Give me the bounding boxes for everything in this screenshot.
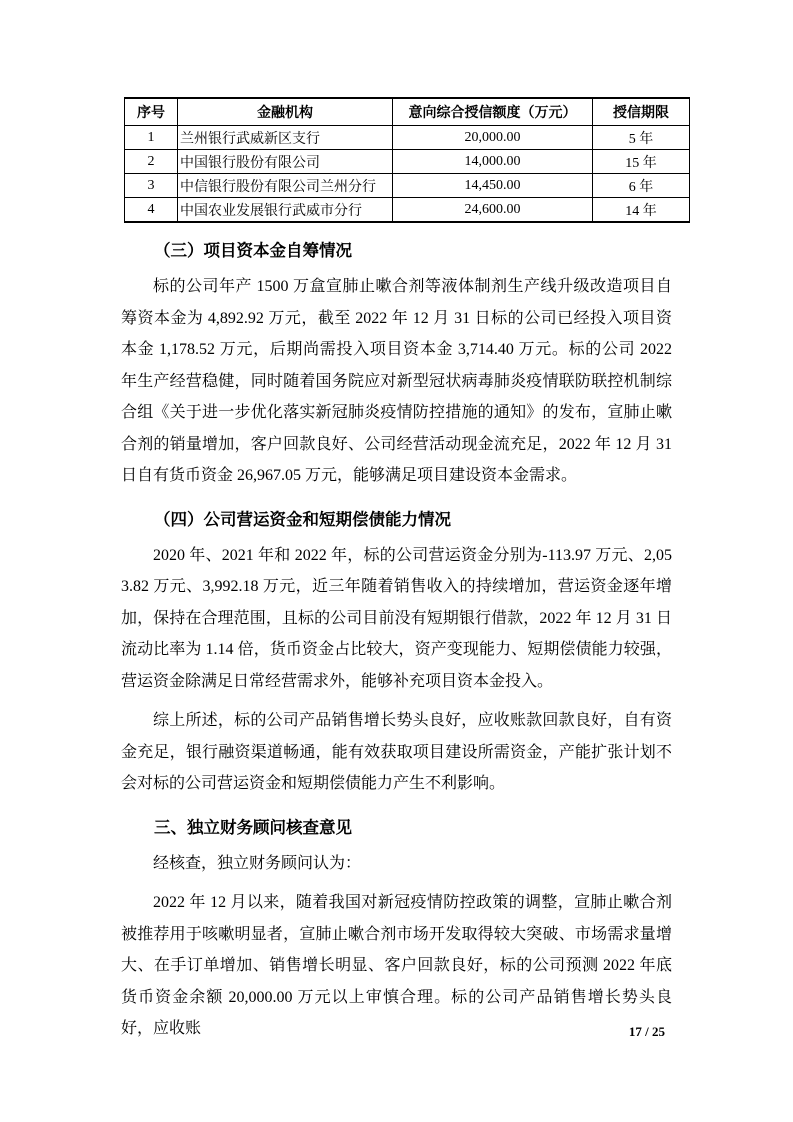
cell-index: 2 <box>125 150 178 174</box>
header-cell-institution: 金融机构 <box>178 98 393 126</box>
header-cell-index: 序号 <box>125 98 178 126</box>
cell-amount: 14,450.00 <box>393 174 593 198</box>
paragraph-working-capital-summary: 综上所述，标的公司产品销售增长势头良好，应收账款回款良好，自有资金充足，银行融资渠道畅通，能有效获取项目建设所需资金，产能扩张计划不会对标的公司营运资金和短期偿债能力产生不利影响。 <box>121 712 672 792</box>
paragraph-working-capital: 2020 年、2021 年和 2022 年，标的公司营运资金分别为-113.97 万元、2,053.82 万元、3,992.18 万元，近三年随着销售收入的持续增加，营运资金逐年增加，保持在合理范围，且标的公司目前没有短期银行借款，2022 年 12 月 31 日流动比率为 1.14 倍，货币资金占比较大，资产变现能力、短期偿债能力较强，营运资金除满足日常经营需求外，能够补充项目资本金投入。 <box>121 546 672 690</box>
cell-term: 15 年 <box>593 150 690 174</box>
table-row <box>125 174 690 198</box>
document-content <box>121 0 672 1053</box>
table-row <box>125 126 690 150</box>
page-number: 17 / 25 <box>628 1024 665 1039</box>
paragraph-advisor-intro: 经核查，独立财务顾问认为： <box>153 854 362 872</box>
cell-index: 1 <box>125 126 178 150</box>
table-row <box>125 198 690 223</box>
section-heading-working-capital: （四）公司营运资金和短期偿债能力情况 <box>154 510 451 529</box>
cell-amount: 20,000.00 <box>393 126 593 150</box>
cell-institution: 兰州银行武威新区支行 <box>178 126 393 150</box>
table-row <box>125 150 690 174</box>
cell-institution: 中信银行股份有限公司兰州分行 <box>178 174 393 198</box>
header-cell-amount: 意向综合授信额度（万元） <box>393 98 593 126</box>
section-heading-advisor-opinion: 三、独立财务顾问核查意见 <box>154 818 352 837</box>
cell-institution: 中国农业发展银行武威市分行 <box>178 198 393 223</box>
paragraph-advisor-opinion: 2022 年 12 月以来，随着我国对新冠疫情防控政策的调整，宣肺止嗽合剂被推荐用于咳嗽明显者，宣肺止嗽合剂市场开发取得较大突破、市场需求量增大、在手订单增加、销售增长明显、客户回款良好，标的公司预测 2022 年底货币资金余额 20,000.00 万元以上审慎合理。标的公司产品销售增长势头良好，应收账 <box>121 894 672 1037</box>
cell-amount: 14,000.00 <box>393 150 593 174</box>
credit-facility-table <box>124 97 690 223</box>
header-cell-term: 授信期限 <box>593 98 690 126</box>
cell-term: 6 年 <box>593 174 690 198</box>
section-heading-capital-self-funding: （三）项目资本金自筹情况 <box>154 242 352 260</box>
cell-institution: 中国银行股份有限公司 <box>178 150 393 174</box>
cell-index: 4 <box>125 198 178 223</box>
cell-term: 5 年 <box>593 126 690 150</box>
table-header-row <box>125 98 690 126</box>
paragraph-capital-self-funding: 标的公司年产 1500 万盒宣肺止嗽合剂等液体制剂生产线升级改造项目自筹资本金为 4,892.92 万元，截至 2022 年 12 月 31 日标的公司已经投入项目资本金 1,178.52 万元，后期尚需投入项目资本金 3,714.40 万元。标的公司 2022 年生产经营稳健，同时随着国务院应对新型冠状病毒肺炎疫情联防联控机制综合组《关于进一步优化落实新冠肺炎疫情防控措施的通知》的发布，宣肺止嗽合剂的销量增加，客户回款良好、公司经营活动现金流充足，2022 年 12 月 31 日自有货币资金 26,967.05 万元，能够满足项目建设资本金需求。 <box>121 278 672 484</box>
cell-term: 14 年 <box>593 198 690 223</box>
cell-index: 3 <box>125 174 178 198</box>
cell-amount: 24,600.00 <box>393 198 593 223</box>
